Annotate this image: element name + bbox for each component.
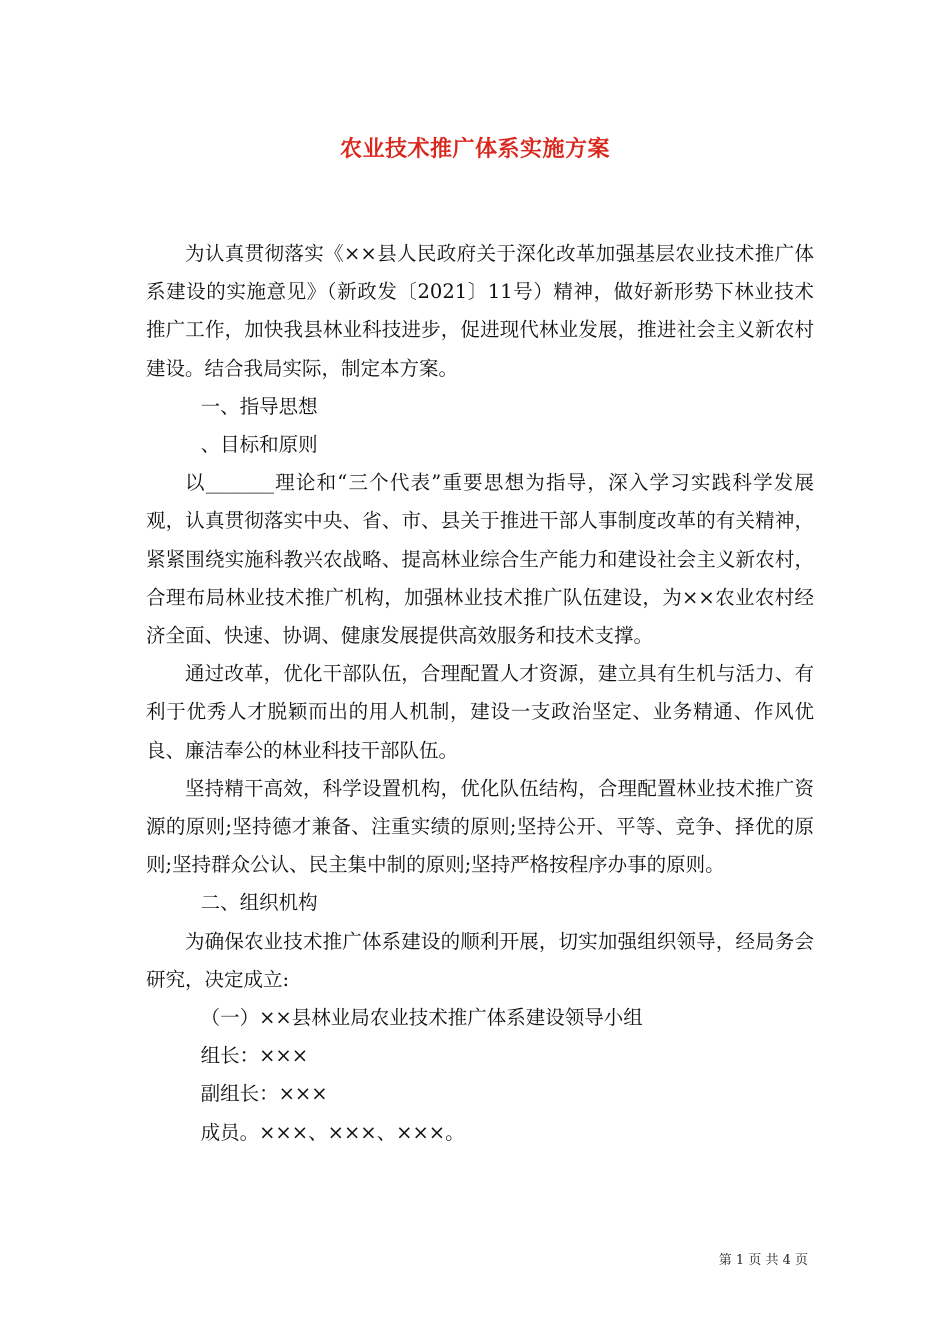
paragraph-principles: 坚持精干高效，科学设置机构，优化队伍结构，合理配置林业技术推广资源的原则;坚持德才兼备、注重实绩的原则;坚持公开、平等、竞争、择优的原则;坚持群众公认、民主集中制的原则;坚持严格按程序办事的原则。 [146, 776, 814, 877]
intro-paragraph: 为认真贯彻落实《××县人民政府关于深化改革加强基层农业技术推广体系建设的实施意见》（新政发〔2021〕11号）精神，做好新形势下林业技术推广工作，加快我县林业科技进步，促进现代林业发展，推进社会主义新农村建设。结合我局实际，制定本方案。 [146, 242, 814, 380]
section-heading-organization: 二、组织机构 [200, 891, 318, 915]
section-heading-goals: 、目标和原则 [200, 433, 318, 457]
section-heading-guiding-ideology: 一、指导思想 [200, 394, 318, 418]
paragraph-guidance: 以_______理论和“三个代表”重要思想为指导，深入学习实践科学发展观，认真贯彻落实中央、省、市、县关于推进干部人事制度改革的有关精神，紧紧围绕实施科教兴农战略、提高林业综合生产能力和建设社会主义新农村，合理布局林业技术推广机构，加强林业技术推广队伍建设，为××农业农村经济全面、快速、协调、健康发展提供高效服务和技术支撑。 [146, 471, 814, 648]
paragraph-organization: 为确保农业技术推广体系建设的顺利开展，切实加强组织领导，经局务会研究，决定成立: [146, 929, 814, 991]
page-number-footer: 第 1 页 共 4 页 [718, 1253, 808, 1268]
line-deputy-leader: 副组长：××× [200, 1082, 328, 1106]
line-members: 成员。×××、×××、×××。 [200, 1120, 465, 1144]
subsection-leadership-group: （一）××县林业局农业技术推广体系建设领导小组 [200, 1006, 643, 1030]
document-title: 农业技术推广体系实施方案 [339, 136, 610, 162]
document-body [146, 235, 814, 1152]
paragraph-reform-goal: 通过改革，优化干部队伍，合理配置人才资源，建立具有生机与活力、有利于优秀人才脱颖而出的用人机制，建设一支政治坚定、业务精通、作风优良、廉洁奉公的林业科技干部队伍。 [146, 662, 814, 762]
line-group-leader: 组长：××× [200, 1044, 309, 1068]
